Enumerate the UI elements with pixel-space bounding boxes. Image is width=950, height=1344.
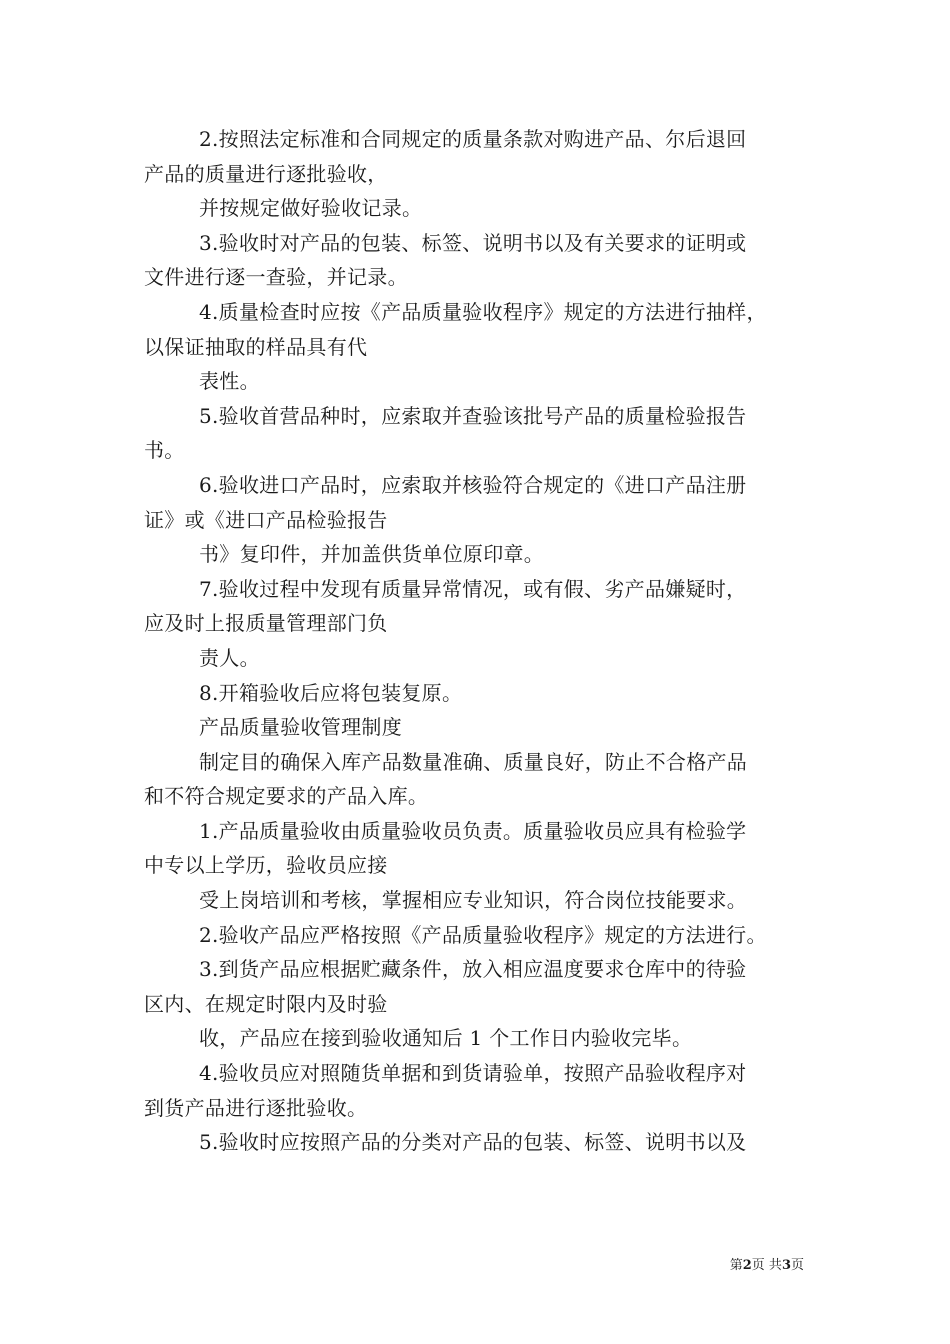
text-line: 5.验收时应按照产品的分类对产品的包装、标签、说明书以及 <box>199 1130 747 1155</box>
text-line: 8.开箱验收后应将包装复原。 <box>199 680 463 705</box>
text-line: 证》或《进口产品检验报告 <box>144 507 388 532</box>
text-line: 书。 <box>144 438 185 463</box>
page-footer <box>730 1258 804 1274</box>
text-line: 2.验收产品应严格按照《产品质量验收程序》规定的方法进行。 <box>199 922 767 947</box>
text-line: 以保证抽取的样品具有代 <box>144 334 368 359</box>
footer-total-pages: 3 <box>781 1258 791 1273</box>
text-line: 中专以上学历，验收员应接 <box>144 853 388 878</box>
text-line: 表性。 <box>199 369 260 394</box>
text-line: 应及时上报质量管理部门负 <box>144 611 388 636</box>
text-line: 2.按照法定标准和合同规定的质量条款对购进产品、尔后退回 <box>199 127 747 151</box>
text-line: 4.质量检查时应按《产品质量验收程序》规定的方法进行抽样， <box>199 299 767 324</box>
text-line: 文件进行逐一查验，并记录。 <box>144 265 408 290</box>
document-body <box>144 122 824 1160</box>
text-line: 4.验收员应对照随货单据和到货请验单，按照产品验收程序对 <box>199 1061 747 1086</box>
text-line: 责人。 <box>199 645 260 670</box>
text-line: 产品质量验收管理制度 <box>199 715 402 740</box>
text-line: 3.验收时对产品的包装、标签、说明书以及有关要求的证明或 <box>199 230 747 255</box>
footer-current-page: 2 <box>742 1258 752 1273</box>
text-line: 5.验收首营品种时，应索取并查验该批号产品的质量检验报告 <box>199 403 747 428</box>
footer-suffix: 页 <box>790 1258 804 1273</box>
text-line: 区内、在规定时限内及时验 <box>144 991 388 1016</box>
text-line: 7.验收过程中发现有质量异常情况，或有假、劣产品嫌疑时， <box>199 576 747 601</box>
text-line: 受上岗培训和考核，掌握相应专业知识，符合岗位技能要求。 <box>199 888 748 913</box>
text-line: 和不符合规定要求的产品入库。 <box>144 784 429 809</box>
text-line: 书》复印件，并加盖供货单位原印章。 <box>199 542 545 567</box>
text-line: 产品的质量进行逐批验收， <box>144 161 388 186</box>
text-line: 并按规定做好验收记录。 <box>199 196 423 221</box>
footer-prefix: 第 <box>729 1258 743 1273</box>
text-line: 到货产品进行逐批验收。 <box>144 1095 368 1120</box>
footer-middle: 页 共 <box>751 1258 782 1273</box>
text-line: 3.到货产品应根据贮藏条件，放入相应温度要求仓库中的待验 <box>199 957 747 982</box>
text-line: 制定目的确保入库产品数量准确、质量良好，防止不合格产品 <box>199 749 748 774</box>
text-line: 收，产品应在接到验收通知后 1 个工作日内验收完毕。 <box>199 1026 693 1051</box>
text-line: 6.验收进口产品时，应索取并核验符合规定的《进口产品注册 <box>199 472 747 497</box>
text-line: 1.产品质量验收由质量验收员负责。质量验收员应具有检验学 <box>199 818 747 843</box>
